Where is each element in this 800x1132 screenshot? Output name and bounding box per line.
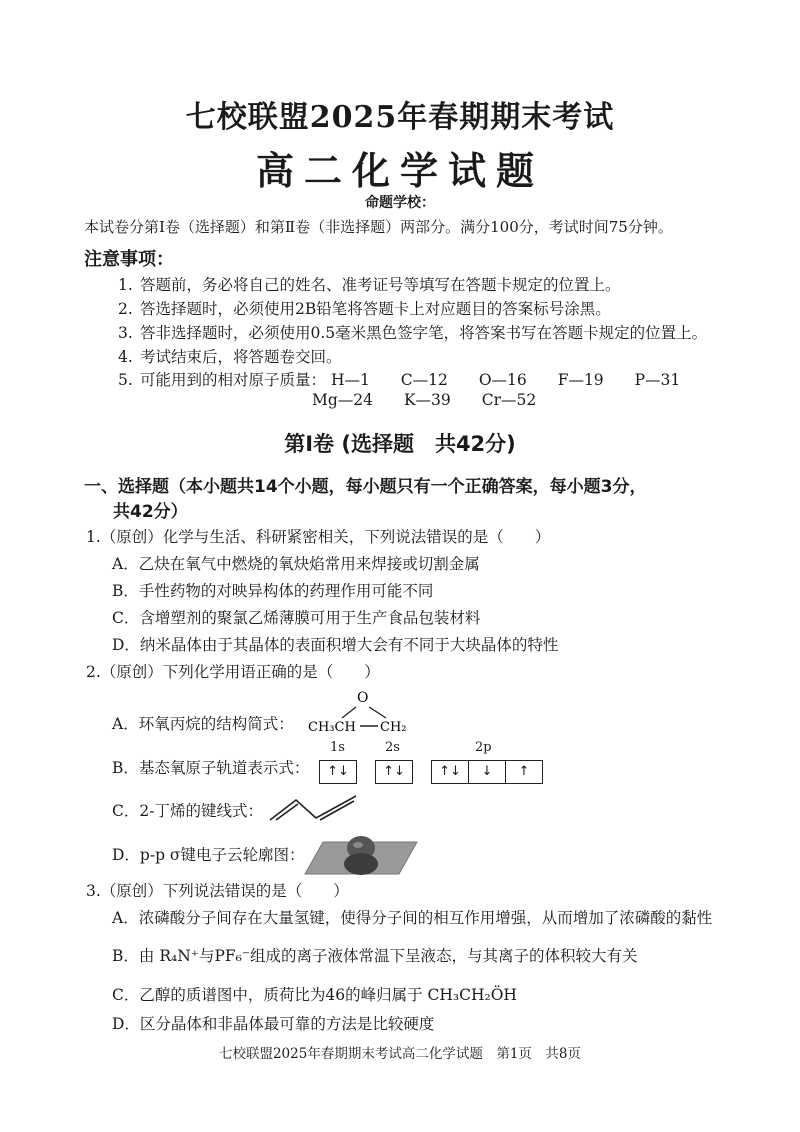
subject-title: 高二化学试题 xyxy=(255,148,544,193)
notice-item-masses: 5. 可能用到的相对原子质量： H—1 C—12 O—16 F—19 P—31 xyxy=(118,371,681,389)
sigma-orbital-image xyxy=(303,826,419,878)
exam-intro: 本试卷分第Ⅰ卷（选择题）和第Ⅱ卷（非选择题）两部分。满分100分，考试时间75分钟。 xyxy=(84,218,673,236)
section1-heading-cont: 共42分） xyxy=(113,502,188,522)
question-2-option-b: B．基态氧原子轨道表示式： xyxy=(112,759,310,777)
part1-title: 第Ⅰ卷 (选择题 共42分) xyxy=(284,432,516,456)
orbital-box-2s: ↑↓ xyxy=(375,760,413,784)
question-3-option-d: D．区分晶体和非晶体最可靠的方法是比较硬度 xyxy=(112,1015,435,1033)
orbital-label-1s: 1s xyxy=(330,740,345,755)
epoxide-left: CH₃CH xyxy=(308,720,356,735)
question-1-option-b: B．手性药物的对映异构体的药理作用可能不同 xyxy=(112,582,434,600)
question-3-stem: 3.（原创）下列说法错误的是（ ） xyxy=(86,882,349,900)
question-3-option-b: B．由 R₄N⁺与PF₆⁻组成的离子液体常温下呈液态，与其离子的体积较大有关 xyxy=(112,947,638,965)
question-2-option-c: C．2-丁烯的键线式： xyxy=(112,802,263,820)
orbital-box-1s: ↑↓ xyxy=(319,760,357,784)
orbital-label-2s: 2s xyxy=(385,740,400,755)
ethanol-ion-formula: CH₃CH₂ÖH xyxy=(427,986,517,1004)
question-1-option-a: A．乙炔在氧气中燃烧的氧炔焰常用来焊接或切割金属 xyxy=(112,555,480,573)
butene-skeletal xyxy=(266,790,362,824)
question-3-option-a: A．浓磷酸分子间存在大量氢键，使得分子间的相互作用增强，从而增加了浓磷酸的黏性 xyxy=(112,909,713,927)
question-2-option-a: A．环氧丙烷的结构简式： xyxy=(112,715,294,733)
question-1-option-d: D．纳米晶体由于其晶体的表面积增大会有不同于大块晶体的特性 xyxy=(112,636,559,654)
epoxide-structure xyxy=(300,686,420,738)
epoxide-o: O xyxy=(357,690,369,706)
masses-line-2: Mg—24 K—39 Cr—52 xyxy=(312,391,537,409)
orbital-box-2p: ↑↓ ↓ ↑ xyxy=(431,760,543,784)
notice-heading: 注意事项： xyxy=(84,249,174,270)
question-2-option-d: D．p-p σ键电子云轮廓图： xyxy=(112,846,305,864)
page-footer: 七校联盟2025年春期期末考试高二化学试题 第1页 共8页 xyxy=(218,1046,582,1062)
notice-item: 4. 考试结束后，将答题卷交回。 xyxy=(118,348,342,366)
orbital-label-2p: 2p xyxy=(475,740,492,755)
exam-title: 七校联盟2025年春期期末考试 xyxy=(185,100,615,135)
question-3-option-c: C．乙醇的质谱图中，质荷比为46的峰归属于 CH₃CH₂ÖH xyxy=(112,986,517,1004)
orbital-diagram xyxy=(319,760,579,784)
notice-item: 1. 答题前，务必将自己的姓名、准考证号等填写在答题卡规定的位置上。 xyxy=(118,276,621,294)
epoxide-right: CH₂ xyxy=(380,720,407,735)
notice-item: 3. 答非选择题时，必须使用0.5毫米黑色签字笔，将答案书写在答题卡规定的位置上。 xyxy=(118,324,708,342)
notice-item: 2. 答选择题时，必须使用2B铅笔将答题卡上对应题目的答案标号涂黑。 xyxy=(118,300,611,318)
school-label: 命题学校： xyxy=(365,195,435,211)
question-2-stem: 2.（原创）下列化学用语正确的是（ ） xyxy=(86,663,380,681)
section1-heading: 一、选择题（本小题共14个小题，每小题只有一个正确答案，每小题3分， xyxy=(84,477,647,497)
question-1-stem: 1.（原创）化学与生活、科研紧密相关，下列说法错误的是（ ） xyxy=(86,528,551,546)
question-1-option-c: C．含增塑剂的聚氯乙烯薄膜可用于生产食品包装材料 xyxy=(112,609,481,627)
